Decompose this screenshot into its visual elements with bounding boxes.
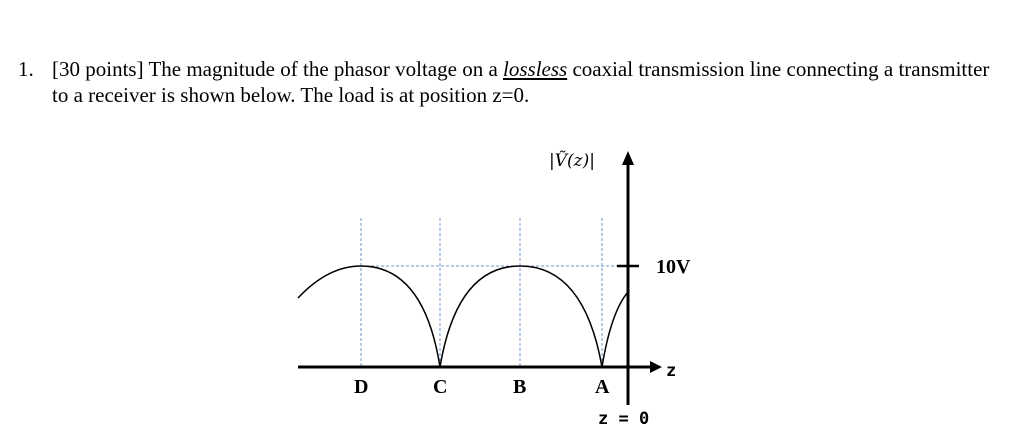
y-axis-label: |Ṽ(z)| — [549, 151, 595, 171]
point-label-b: B — [513, 376, 527, 398]
curve-arc-a — [602, 292, 628, 367]
point-label-a: A — [595, 376, 610, 398]
position-guides — [361, 218, 602, 367]
question-points: [30 points] — [52, 57, 144, 81]
z-axis-arrow — [650, 361, 662, 373]
z-axis-label: z — [666, 361, 677, 381]
origin-label: z = 0 — [598, 409, 650, 429]
v-axis-arrow — [622, 151, 634, 165]
peak-label: 10V — [656, 256, 691, 278]
question-number: 1. — [18, 57, 34, 81]
curve-arc-b — [440, 266, 602, 367]
curve-arc-d — [298, 266, 440, 367]
point-label-c: C — [433, 376, 448, 398]
point-label-d: D — [354, 376, 369, 398]
question-emphasis: lossless — [503, 57, 568, 81]
question-text-before: The magnitude of the phasor voltage on a — [143, 57, 504, 81]
voltage-curve — [298, 266, 628, 367]
question-text-after: coaxial transmission line connecting a transmitter to a receiver is shown below. The load is at position z=0. — [52, 57, 990, 107]
